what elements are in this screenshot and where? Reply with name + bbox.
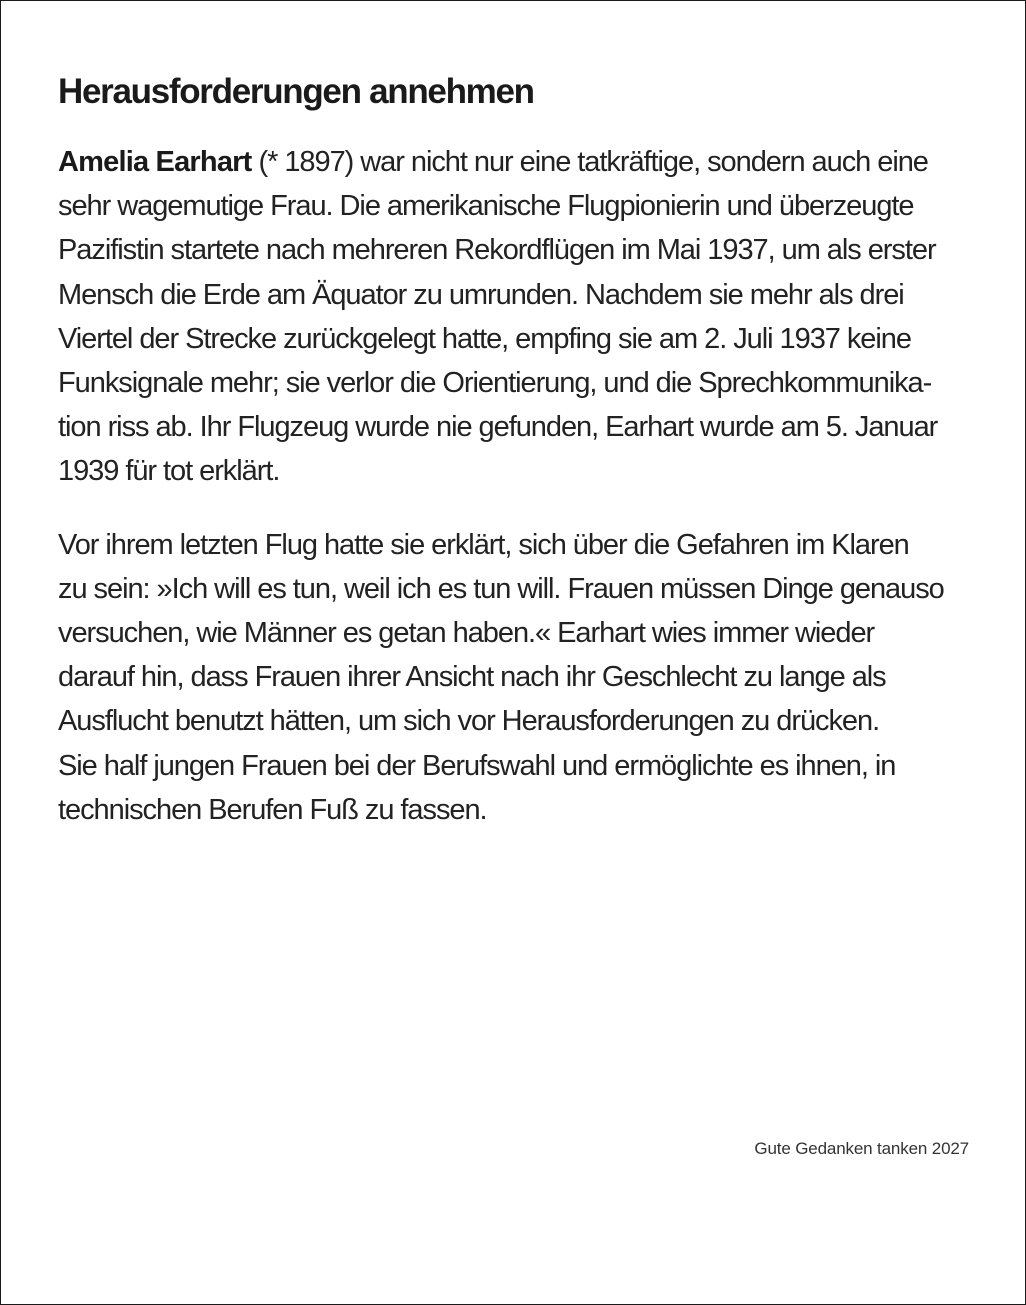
text-line: Vor ihrem letzten Flug hatte sie erklärt, sich über die Gefahren im Klaren [58, 528, 909, 561]
text-line: 1939 für tot erklärt. [58, 455, 280, 488]
text-line-rest: (* 1897) war nicht nur eine tatkräftige, sondern auch eine [251, 146, 928, 178]
text-line: Pazifistin startete nach mehreren Rekordflügen im Mai 1937, um als erster [58, 234, 936, 267]
text-line: Funksignale mehr; sie verlor die Orientierung, und die Sprechkommunika- [58, 367, 932, 400]
text-line: Ausflucht benutzt hätten, um sich vor Herausforderungen zu drücken. [58, 705, 880, 738]
text-line: sehr wagemutige Frau. Die amerikanische Flugpionierin und überzeugte [58, 190, 914, 223]
text-line: darauf hin, dass Frauen ihrer Ansicht nach ihr Geschlecht zu lange als [58, 661, 886, 694]
text-line: Viertel der Strecke zurückgelegt hatte, empfing sie am 2. Juli 1937 keine [58, 322, 911, 355]
text-line: technischen Berufen Fuß zu fassen. [58, 793, 487, 826]
text-line: versuchen, wie Männer es getan haben.« Earhart wies immer wieder [58, 617, 875, 650]
paragraph-quote [58, 523, 978, 832]
person-name: Amelia Earhart [58, 146, 252, 178]
text-line: tion riss ab. Ihr Flugzeug wurde nie gefunden, Earhart wurde am 5. Januar [58, 411, 938, 444]
text-line: zu sein: »Ich will es tun, weil ich es tun will. Frauen müssen Dinge genauso [58, 572, 944, 605]
paragraph-intro [58, 140, 978, 494]
text-line: Sie half jungen Frauen bei der Berufswahl und ermöglichte es ihnen, in [58, 749, 896, 782]
text-line [58, 140, 978, 184]
footer-text: Gute Gedanken tanken 2027 [754, 1139, 969, 1158]
article-content [58, 71, 978, 832]
page-title: Herausforderungen annehmen [58, 72, 534, 111]
text-line: Mensch die Erde am Äquator zu umrunden. Nachdem sie mehr als drei [58, 278, 904, 311]
